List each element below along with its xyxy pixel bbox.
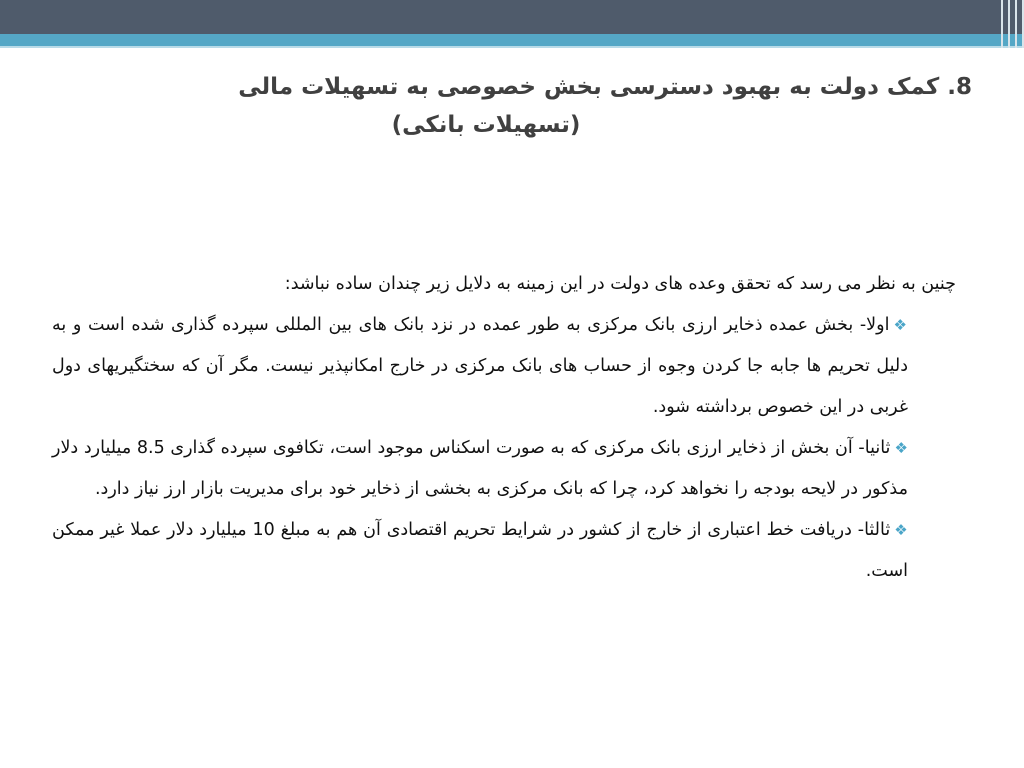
accent-line (0, 46, 1024, 48)
stripe (1001, 0, 1003, 48)
decorative-stripes (984, 0, 1024, 48)
bullet-item-3 (52, 510, 956, 592)
title-line-1: 8. کمک دولت به بهبود دسترسی بخش خصوصی به تسهیلات مالی (238, 74, 972, 100)
bullet-text: ثانیا- آن بخش از ذخایر ارزی بانک مرکزی که به صورت اسکناس موجود است، تکافوی سپرده گذاری 8.5 میلیارد دلار مذکور در لایحه بودجه را نخواهد کرد، چرا که بانک مرکزی به بخشی از ذخایر خود برای مدیریت بازار ارز نیاز دارد. (52, 438, 908, 499)
bullet-text: ثالثا- دریافت خط اعتباری از خارج از کشور در شرایط تحریم اقتصادی آن هم به مبلغ 10 میلیارد دلار عملا غیر ممکن است. (52, 520, 908, 581)
bullet-item-2 (52, 428, 956, 510)
slide-body (52, 264, 956, 592)
diamond-bullet-icon: ❖ (894, 439, 908, 457)
bullet-item-1 (52, 305, 956, 428)
accent-band (0, 34, 1024, 46)
slide-title (60, 68, 972, 144)
bullet-text: اولا- بخش عمده ذخایر ارزی بانک مرکزی به طور عمده در نزد بانک های بین المللی سپرده گذاری شده است و به دلیل تحریم ها جابه جا کردن وجوه از حساب های بانک مرکزی در خارج امکانپذیر نیست. مگر آن که سختگیریهای دول غربی در این خصوص برداشته شود. (52, 315, 908, 417)
diamond-bullet-icon: ❖ (893, 316, 908, 334)
diamond-bullet-icon: ❖ (894, 521, 908, 539)
intro-paragraph: چنین به نظر می رسد که تحقق وعده های دولت در این زمینه به دلایل زیر چندان ساده نباشد: (284, 274, 956, 294)
stripe (1008, 0, 1010, 48)
header-band (0, 0, 1024, 34)
stripe (1015, 0, 1017, 48)
title-line-2: (تسهیلات بانکی) (391, 112, 581, 138)
